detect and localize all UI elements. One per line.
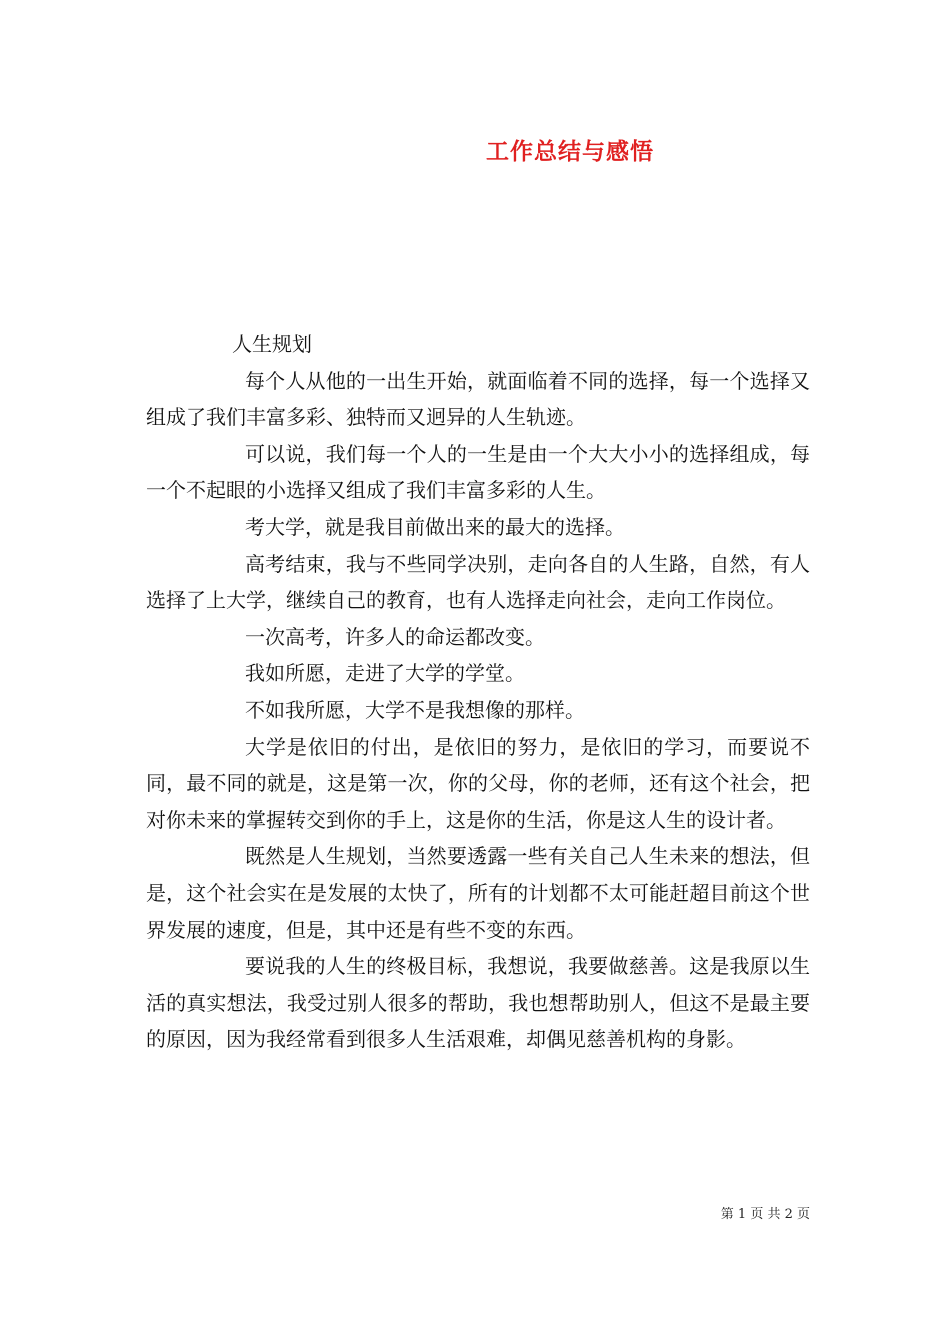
section-heading: 人生规划 [232,332,312,356]
paragraph-10: 要说我的人生的终极目标，我想说，我要做慈善。这是我原以生活的真实想法，我受过别人很多的帮助，我也想帮助别人，但这不是最主要的原因，因为我经常看到很多人生活艰难，却偶见慈善机构的身影。 [146,954,810,1052]
paragraph-7: 不如我所愿，大学不是我想像的那样。 [245,697,585,722]
paragraph-4: 高考结束，我与不些同学决别，走向各自的人生路，自然，有人选择了上大学，继续自己的教育，也有人选择走向社会，走向工作岗位。 [146,551,810,613]
paragraph-3: 考大学，就是我目前做出来的最大的选择。 [245,514,625,539]
document-title: 工作总结与感悟 [486,138,654,165]
paragraph-6: 我如所愿，走进了大学的学堂。 [245,661,525,686]
paragraph-9: 既然是人生规划，当然要透露一些有关自己人生未来的想法，但是，这个社会实在是发展的太快了，所有的计划都不太可能赶超目前这个世界发展的速度，但是，其中还是有些不变的东西。 [146,844,810,942]
paragraph-8: 大学是依旧的付出，是依旧的努力，是依旧的学习，而要说不同，最不同的就是，这是第一次，你的父母，你的老师，还有这个社会，把对你未来的掌握转交到你的手上，这是你的生活，你是这人生的设计者。 [146,734,810,832]
page-number-footer: 第 1 页 共 2 页 [720,1207,810,1222]
paragraph-2: 可以说，我们每一个人的一生是由一个大大小小的选择组成，每一个不起眼的小选择又组成了我们丰富多彩的人生。 [146,441,810,503]
paragraph-1: 每个人从他的一出生开始，就面临着不同的选择，每一个选择又组成了我们丰富多彩、独特而又迥异的人生轨迹。 [146,368,810,430]
document-body [146,326,810,1058]
paragraph-5: 一次高考，许多人的命运都改变。 [245,624,545,649]
